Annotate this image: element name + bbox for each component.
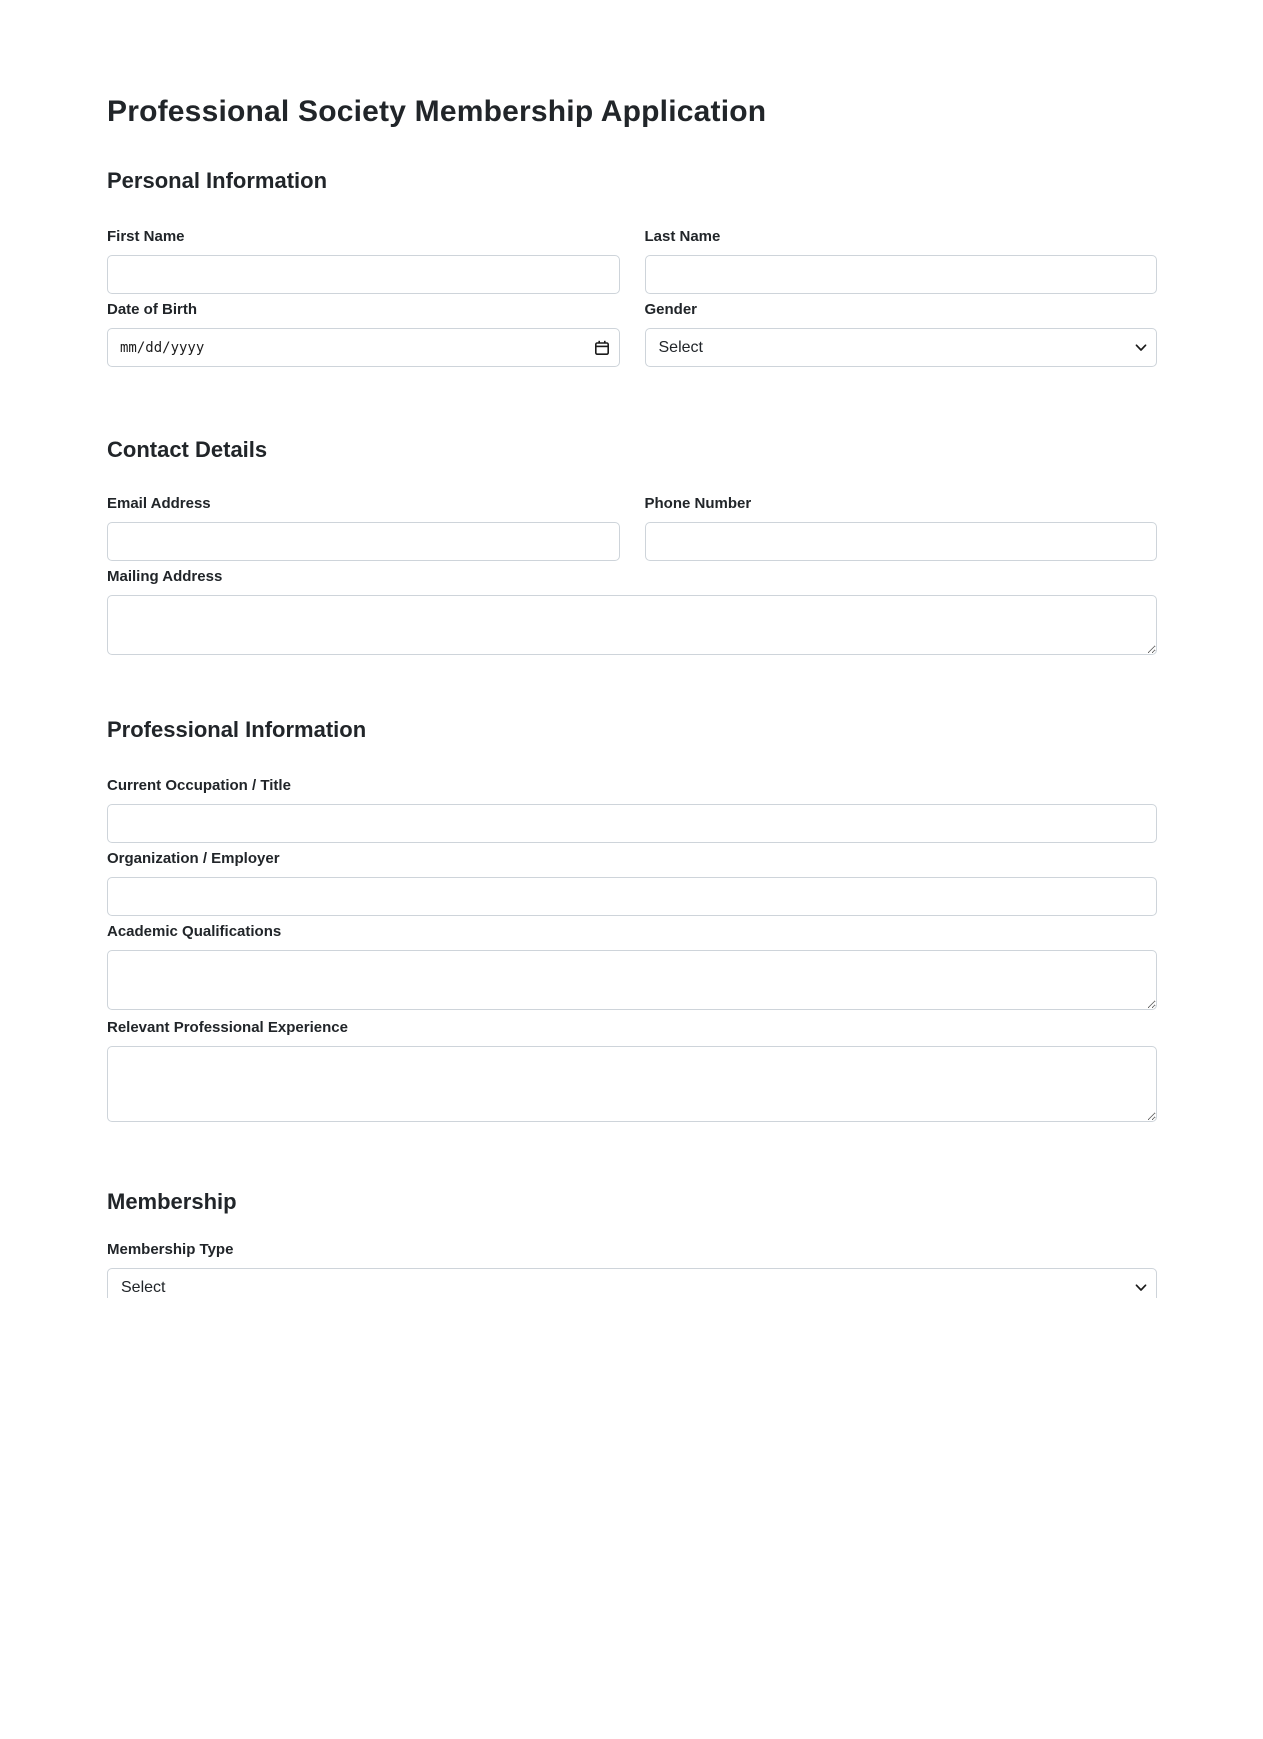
field-phone [645, 494, 1158, 561]
row-birth-gender [107, 300, 1157, 367]
calendar-icon[interactable] [594, 340, 610, 356]
membership-type-label: Membership Type [107, 1241, 234, 1258]
field-last-name [645, 227, 1158, 294]
email-input[interactable] [107, 522, 620, 561]
row-email-phone [107, 494, 1157, 561]
chevron-down-icon [1135, 344, 1147, 352]
field-organization [107, 849, 1157, 916]
field-gender [645, 300, 1158, 367]
field-membership-type [107, 1240, 1157, 1298]
last-name-label: Last Name [644, 228, 721, 245]
first-name-label: First Name [107, 228, 185, 245]
field-email [107, 494, 620, 561]
phone-input[interactable] [645, 522, 1158, 561]
section-personal-information [107, 167, 1157, 367]
experience-textarea[interactable] [107, 1046, 1157, 1122]
membership-type-select-wrap [107, 1268, 1157, 1298]
email-label: Email Address [107, 495, 211, 512]
field-occupation [107, 776, 1157, 843]
phone-label: Phone Number [644, 495, 752, 512]
gender-select[interactable] [645, 328, 1158, 367]
experience-label: Relevant Professional Experience [107, 1019, 348, 1036]
first-name-input[interactable] [107, 255, 620, 294]
gender-label: Gender [644, 301, 698, 318]
section-heading-contact: Contact Details [107, 437, 268, 462]
field-experience [107, 1018, 1157, 1122]
date-input-wrap [107, 328, 620, 367]
section-membership [107, 1188, 1157, 1298]
mailing-address-label: Mailing Address [107, 568, 223, 585]
field-qualifications [107, 922, 1157, 1010]
page-title: Professional Society Membership Application [107, 95, 767, 128]
organization-label: Organization / Employer [107, 850, 280, 867]
section-heading-personal: Personal Information [107, 168, 328, 193]
section-professional-information [107, 716, 1157, 1122]
row-name [107, 227, 1157, 294]
occupation-input[interactable] [107, 804, 1157, 843]
organization-input[interactable] [107, 877, 1157, 916]
field-date-of-birth [107, 300, 620, 367]
section-heading-membership: Membership [107, 1189, 237, 1214]
qualifications-label: Academic Qualifications [107, 923, 282, 940]
gender-select-wrap [645, 328, 1158, 367]
membership-type-select[interactable] [107, 1268, 1157, 1298]
field-mailing-address [107, 567, 1157, 655]
section-heading-professional: Professional Information [107, 717, 367, 742]
occupation-label: Current Occupation / Title [107, 777, 291, 794]
membership-application-form [0, 93, 1263, 1298]
last-name-input[interactable] [645, 255, 1158, 294]
date-of-birth-input[interactable] [107, 328, 620, 367]
section-contact-details [107, 436, 1157, 655]
field-first-name [107, 227, 620, 294]
chevron-down-icon [1135, 1284, 1147, 1292]
mailing-address-textarea[interactable] [107, 595, 1157, 655]
date-of-birth-label: Date of Birth [107, 301, 197, 318]
qualifications-textarea[interactable] [107, 950, 1157, 1010]
